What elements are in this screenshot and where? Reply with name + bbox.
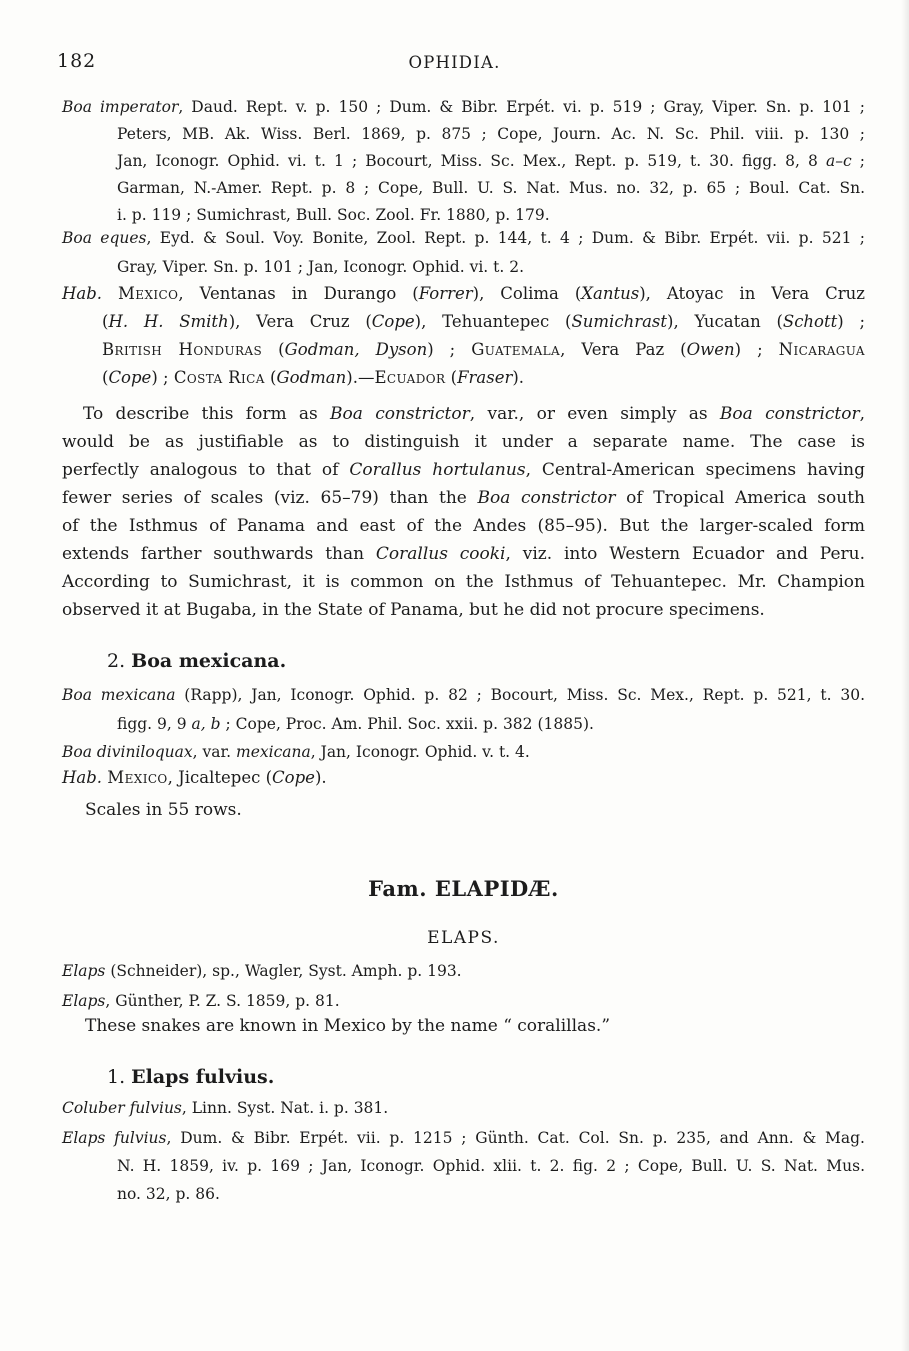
synonymy-line: Elaps (Schneider), sp., Wagler, Syst. Amph. p. 193.: [62, 962, 462, 980]
paragraph-line: To describe this form as Boa constrictor, var., or even simply as Boa constrictor,: [83, 404, 866, 424]
synonymy-line: i. p. 119 ; Sumichrast, Bull. Soc. Zool. Fr. 1880, p. 179.: [117, 206, 550, 224]
synonymy-line: Peters, MB. Ak. Wiss. Berl. 1869, p. 875 ; Cope, Journ. Ac. N. Sc. Phil. viii. p. 130 ;: [117, 125, 865, 143]
synonymy-boa-imperator: [62, 94, 865, 229]
scales-note: Scales in 55 rows.: [85, 800, 242, 820]
page-number: 182: [57, 50, 97, 72]
discussion-paragraph: [62, 400, 865, 624]
synonymy-line: Garman, N.-Amer. Rept. p. 8 ; Cope, Bull. U. S. Nat. Mus. no. 32, p. 65 ; Boul. Cat. Sn.: [117, 179, 865, 197]
species-heading-elaps-fulvius: 1. Elaps fulvius.: [107, 1066, 275, 1088]
synonymy-line: Coluber fulvius, Linn. Syst. Nat. i. p. 381.: [62, 1099, 389, 1117]
running-title: OPHIDIA.: [408, 53, 501, 72]
coralillas-note: These snakes are known in Mexico by the name “ coralillas.”: [85, 1016, 611, 1036]
genus-heading-elaps: ELAPS.: [427, 928, 500, 948]
synonymy-line: figg. 9, 9 a, b ; Cope, Proc. Am. Phil. Soc. xxii. p. 382 (1885).: [117, 714, 594, 733]
species-heading-boa-mexicana: 2. Boa mexicana.: [107, 650, 287, 672]
paragraph-line: would be as justifiable as to distinguish it under a separate name. The case is: [62, 432, 865, 452]
habitat-line: Hab. Mexico, Jicaltepec (Cope).: [62, 768, 327, 787]
paragraph-line: fewer series of scales (viz. 65–79) than the Boa constrictor of Tropical America south: [62, 488, 865, 508]
synonymy-boa-eques: [62, 224, 865, 282]
synonymy-boa-mexicana: [62, 681, 865, 767]
habitat-boa-mexicana: [62, 764, 865, 792]
family-heading-elapidae: Fam. ELAPIDÆ.: [368, 876, 559, 901]
synonymy-line: Boa diviniloquax, var. mexicana, Jan, Iconogr. Ophid. v. t. 4.: [62, 743, 530, 761]
paragraph-line: of the Isthmus of Panama and east of the Andes (85–95). But the larger-scaled form: [62, 516, 865, 536]
habitat-line: (Cope) ; Costa Rica (Godman).—Ecuador (Fraser).: [102, 368, 525, 387]
habitat-line: Hab. Mexico, Ventanas in Durango (Forrer), Colima (Xantus), Atoyac in Vera Cruz: [62, 284, 865, 303]
synonymy-line: Elaps, Günther, P. Z. S. 1859, p. 81.: [62, 992, 340, 1010]
synonymy-coluber-fulvius: [62, 1095, 865, 1122]
paragraph-line: According to Sumichrast, it is common on the Isthmus of Tehuantepec. Mr. Champion: [62, 572, 865, 592]
habitat-boa-imperator: [62, 280, 865, 392]
paragraph-line: observed it at Bugaba, in the State of Panama, but he did not procure specimens.: [62, 600, 765, 620]
synonymy-line: Boa imperator, Daud. Rept. v. p. 150 ; Dum. & Bibr. Erpét. vi. p. 519 ; Gray, Viper. Sn. p. 101 ;: [62, 98, 866, 116]
synonymy-line: Jan, Iconogr. Ophid. vi. t. 1 ; Bocourt, Miss. Sc. Mex., Rept. p. 519, t. 30. figg. 8, 8 a–c ;: [117, 152, 865, 170]
synonymy-line: Elaps fulvius, Dum. & Bibr. Erpét. vii. p. 1215 ; Günth. Cat. Col. Sn. p. 235, and Ann. & Mag.: [62, 1129, 865, 1147]
synonymy-line: N. H. 1859, iv. p. 169 ; Jan, Iconogr. Ophid. xlii. t. 2. fig. 2 ; Cope, Bull. U. S. Nat. Mus.: [117, 1157, 865, 1175]
synonymy-line: Gray, Viper. Sn. p. 101 ; Jan, Iconogr. Ophid. vi. t. 2.: [117, 258, 525, 276]
synonymy-elaps: [62, 956, 865, 1016]
synonymy-line: Boa eques, Eyd. & Soul. Voy. Bonite, Zool. Rept. p. 144, t. 4 ; Dum. & Bibr. Erpét. vii. p. 521 ;: [62, 229, 865, 247]
synonymy-line: Boa mexicana (Rapp), Jan, Iconogr. Ophid. p. 82 ; Bocourt, Miss. Sc. Mex., Rept. p. 521, t. 30.: [62, 686, 865, 704]
paragraph-line: perfectly analogous to that of Corallus hortulanus, Central-American specimens having: [62, 460, 866, 480]
synonymy-elaps-fulvius: [62, 1124, 865, 1208]
paragraph-line: extends farther southwards than Corallus cooki, viz. into Western Ecuador and Peru.: [62, 544, 865, 564]
synonymy-line: no. 32, p. 86.: [117, 1185, 220, 1203]
habitat-line: (H. H. Smith), Vera Cruz (Cope), Tehuantepec (Sumichrast), Yucatan (Schott) ;: [102, 312, 866, 331]
habitat-line: British Honduras (Godman, Dyson) ; Guatemala, Vera Paz (Owen) ; Nicaragua: [102, 340, 865, 359]
